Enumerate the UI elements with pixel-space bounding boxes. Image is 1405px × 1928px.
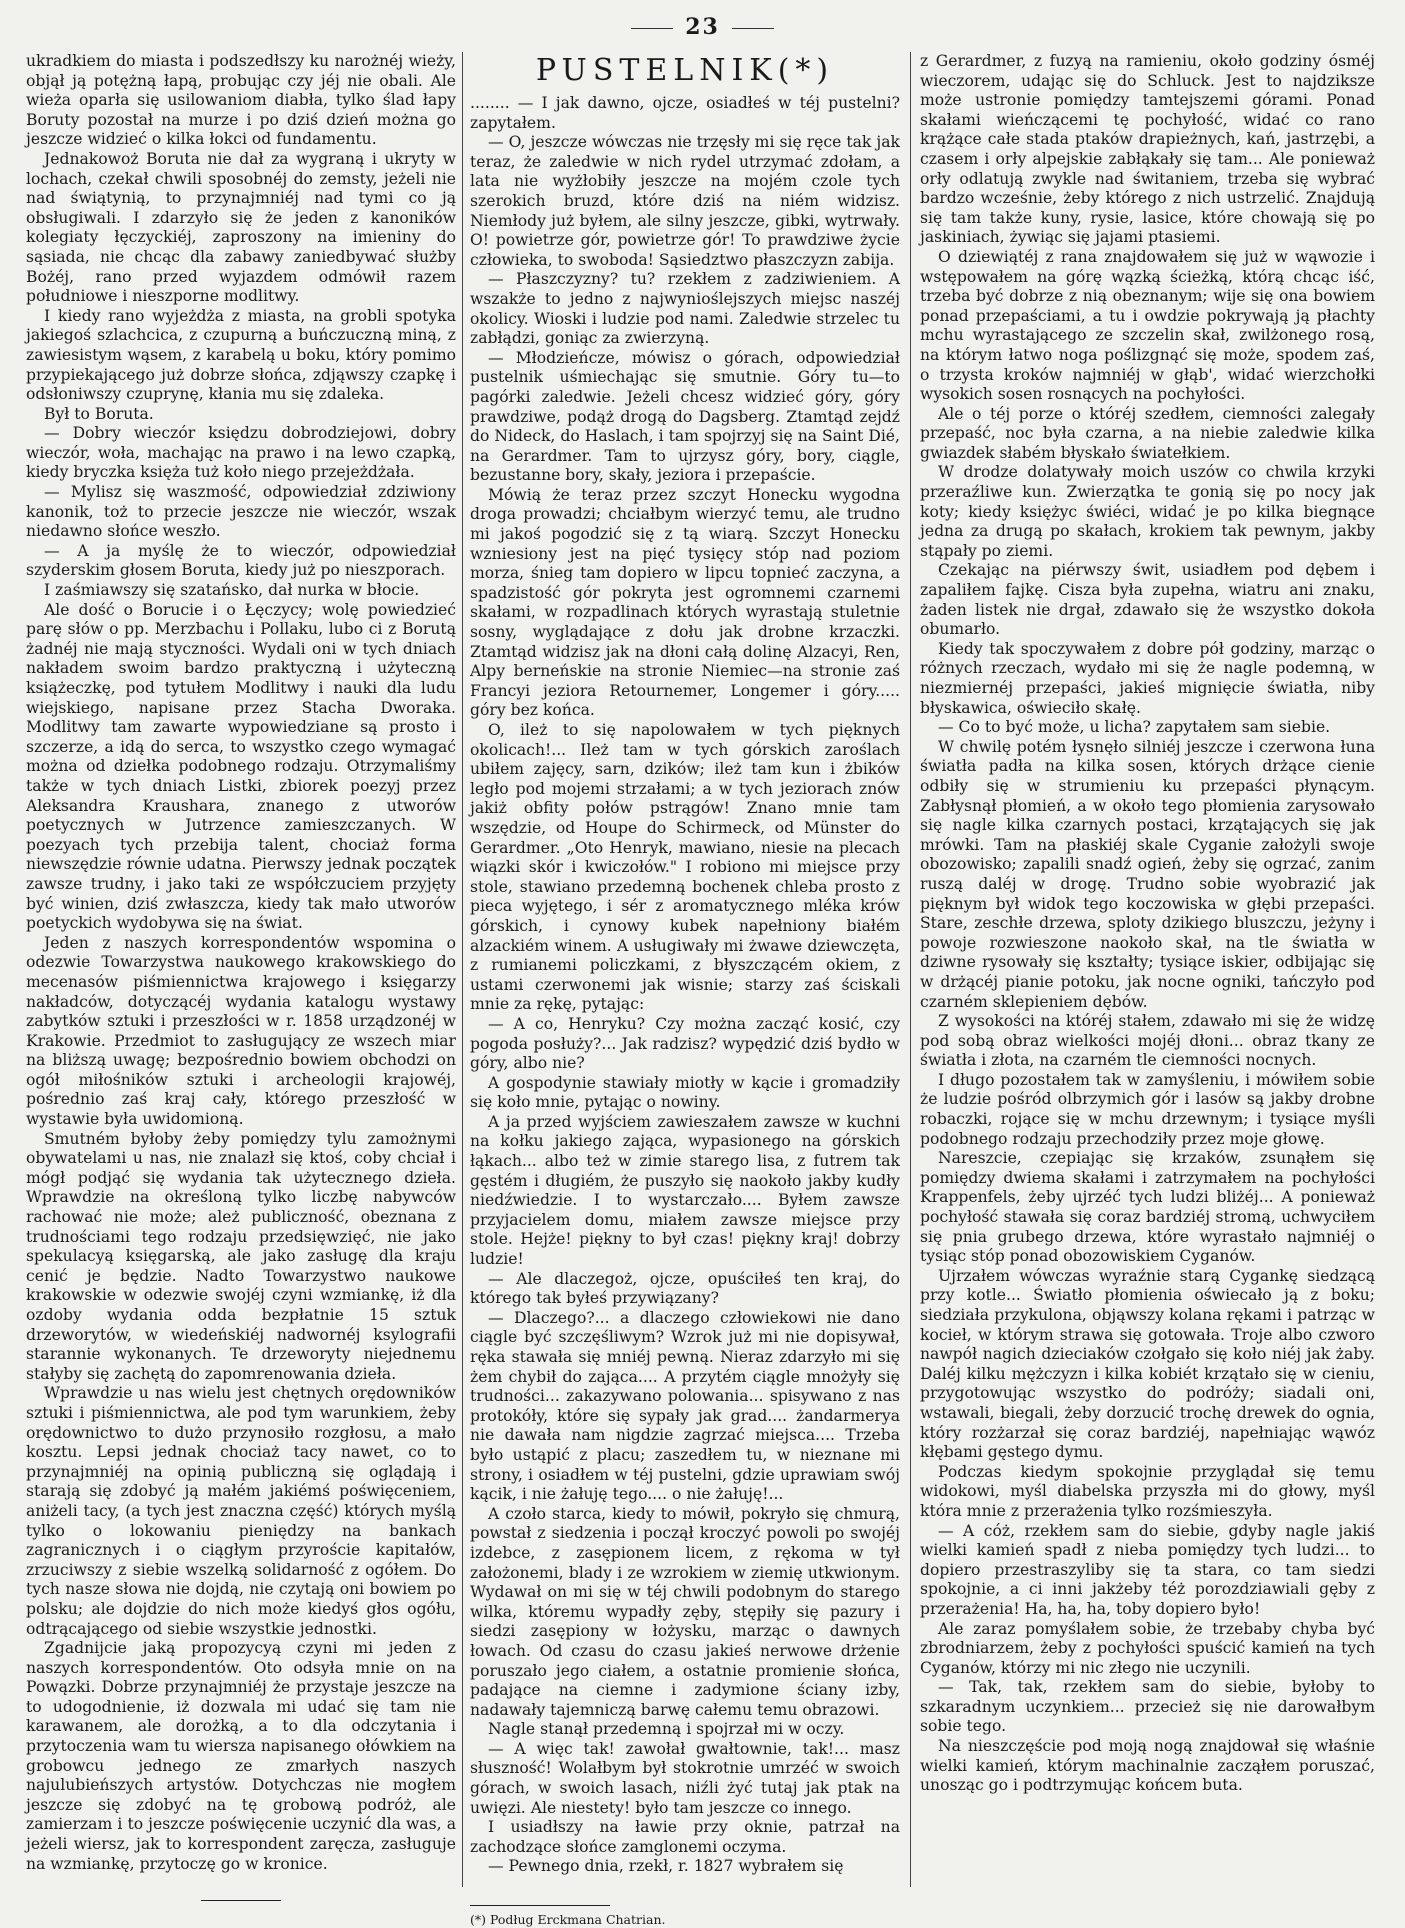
- paragraph: Z wysokości na któréj stałem, zdawało mi się że widzę pod sobą obraz wielkości mojéj dłoni... obraz tkany ze światła i złota, na czarném tle ciemności nocnych.: [920, 1012, 1375, 1070]
- paragraph: Mówią że teraz przez szczyt Honecku wygodna droga prowadzi; chciałbym wierzyć temu, ale trudno mi jakoś pogodzić się z tą wiarą. Szczyt Honecku wzniesiony jest na pięć tysięcy stóp nad poziom morza, śnieg tam dopiero w lipcu topnieć zaczyna, a spadzistość gór pokryta jest ogromnemi czarnemi skałami, w rozpadlinach których wyrastają stuletnie sosny, wyglądające z dołu jak drobne krzaczki. Ztamtąd widzisz jak na dłoni całą dolinę Alzacyi, Ren, Alpy berneńskie na stronie Niemiec—na stronie zaś Francyi jeziora Retournemer, Longemer i góry..... góry bez końca.: [470, 485, 900, 720]
- paragraph: Ale o téj porze o któréj szedłem, ciemności zalegały przepaść, noc była czarna, a na niebie zaledwie kilka gwiazdek słabém błyskało światełkiem.: [920, 404, 1375, 462]
- paragraph: Nagle stanął przedemną i spojrzał mi w oczy.: [488, 1720, 845, 1739]
- article-title: PUSTELNIK(*): [535, 53, 835, 88]
- paragraph: A czoło starca, kiedy to mówił, pokryło się chmurą, powstał z siedzenia i począł kroczyć powoli po swojéj izdebce, z zasępionem licem, z rękoma w tył założonemi, blady i ze wzrokiem w ziemię utkwionym. Wydawał on mi się w téj chwili podobnym do starego wilka, któremu wypadły zęby, stępiły się pazury i siedzi zasępiony w łożysku, marząc o dawnych łowach. Od czasu do czasu jakieś nerwowe drżenie poruszało jego ciałem, a ostatnie promienie słońca, padające na ciemne i zadymione ściany izby, nadawały tajemniczą barwę całemu temu obrazowi.: [470, 1504, 900, 1719]
- paragraph: W chwilę potém łysnęło silniéj jeszcze i czerwona łuna światła padła na kilka sosen, których drżące cienie odbiły się w strumieniu ku przepaści płynącym. Zabłysnął płomień, a w około tego płomienia zarysowało się nagle kilka czarnych postaci, krzątających się jak mrówki. Tam na płaskiéj skale Cyganie założyli swoje obozowisko; zapalili snadź ogień, żeby się ogrzać, zanim ruszą daléj w drogę. Trudno sobie wyobrazić jak pięknym był widok tego koczowiska w głębi przepaści. Stare, zeschłe drzewa, sploty dzikiego bluszczu, jeżyny i powoje rozwieszone naokoło skał, na tle światła w dziwne rysowały się kształty; tysiące iskier, odbijając się w drżącéj pianie potoku, jak nocne ogniki, tańczyło pod czarném sklepieniem dębów.: [920, 737, 1375, 1011]
- footnote-rule: [470, 1905, 610, 1906]
- paragraph: ukradkiem do miasta i podszedłszy ku narożnéj wieży, objął ją potężną łapą, probując czy jéj nie obali. Ale wieża oparła się usilowaniom diabła, tylko ślad łapy Boruty pozostał na murze i po dziś dzień można go jeszcze widzieć o kilka łokci od fundamentu.: [26, 52, 456, 149]
- paragraph: — Młodzieńcze, mówisz o górach, odpowiedział pustelnik uśmiechając się smutnie. Góry tu—to pagórki zaledwie. Jeżeli chcesz widzieć góry, góry prawdziwe, podąż drogą do Dagsberg. Ztamtąd zejdź do Nideck, do Haslach, i tam spojrzyj się na Saint Dié, na Gerardmer. Tam to ujrzysz góry, bory, ciągle, bezustanne bory, skały, jeziora i przepaście.: [470, 348, 900, 485]
- paragraph: Ale dość o Borucie i o Łęczycy; wolę powiedzieć parę słów o pp. Merzbachu i Pollaku, lubo ci z Borutą żadnéj nie mają styczności. Wydali oni w tych dniach nakładem swoim bardzo praktyczną i użyteczną książeczkę, pod tytułem Modlitwy i nauki dla ludu wiejskiego, napisane przez Stacha Dworaka. Modlitwy tam zawarte wypowiedziane są prosto i szczerze, a idą do serca, to wszystko czego wymagać można od dziełka podobnego rodzaju. Otrzymaliśmy także w tych dniach Listki, zbiorek poezyj przez Aleksandra Kraushara, znanego z utworów poetycznych w Jutrzence zamieszczanych. W poezyach tych przebija talent, chociaż forma niewszędzie równie udatna. Pierwszy jednak początek zawsze trudny, i jako taki ze współczuciem przyjęty być winien, dziś zwłaszcza, kiedy tak mało utworów poetyckich wydobywa się na świat.: [26, 600, 456, 933]
- paragraph: — Ale dlaczegoż, ojcze, opuściłeś ten kraj, do którego tak byłeś przywiązany?: [470, 1269, 900, 1308]
- paragraph: I usiadłszy na ławie przy oknie, patrzał na zachodzące słońce zamglonemi oczyma.: [470, 1818, 900, 1856]
- paragraph: — A ja myślę że to wieczór, odpowiedział szyderskim głosem Boruta, kiedy już po nieszporach.: [26, 541, 456, 580]
- paragraph: Ujrzałem wówczas wyraźnie starą Cygankę siedzącą przy kotle... Światło płomienia oświecało ją z boku; siedziała przykulona, objąwszy kolana rękami i patrząc w kocieł, w którym strawa się gotowała. Troje albo czworo nawpół nagich dzieciaków czołgało się koło niéj jak żaby. Daléj kilku mężczyzn i kilka kobiét krzątało się w cieniu, przygotowując wszystko do podróży; siadali oni, wstawali, biegali, żeby dorzucić trochę drewek do ognia, który rozżarzał się coraz bardziéj, napełniając wąwóz kłębami gęstego dymu.: [920, 1266, 1375, 1462]
- column-middle: [470, 52, 900, 1928]
- paragraph: — Tak, tak, rzekłem sam do siebie, byłoby to szkaradnym uczynkiem... przecież się nie darowałbym sobie tego.: [920, 1678, 1375, 1736]
- paragraph: z Gerardmer, z fuzyą na ramieniu, około godziny ósméj wieczorem, udając się do Schluck. Jest to najdziksze może ustronie pomiędzy tamtejszemi górami. Ponad skałami wieńczącemi tę pochyłość, widać co rano krążące całe stada ptaków drapieżnych, kań, jastrzębi, a czasem i orły alpejskie zabłąkały się tam... Ale ponieważ orły odlatują zwykle nad świtaniem, trzeba się wybrać bardzo wcześnie, żeby którego z nich ustrzelić. Znajdują się tam także kuny, rysie, lasice, które chowają się po jaskiniach, żywiąc się jajami ptasiemi.: [920, 52, 1375, 247]
- paragraph: — Dlaczego?... a dlaczego człowiekowi nie dano ciągle być szczęśliwym? Wzrok już mi nie dopisywał, ręka stawała się mniéj pewną. Nieraz zdarzyło mi się żem chybił do zająca.... A przytém ciągle mnożyły się trudności... zakazywano polowania... spisywano z nas protokóły, które się sypały jak grad.... żandarmerya nie dawała nam nigdzie zagrzać miejsca.... Trzeba było ustąpić z placu; zaszedłem tu, w nieznane mi strony, i osiadłem w téj pustelni, gdzie uprawiam swój kącik, i nie żałuję tego.... o nie żałuję!...: [470, 1308, 900, 1504]
- paragraph: — Mylisz się waszmość, odpowiedział zdziwiony kanonik, toż to przecie jeszcze nie wieczór, wszak niedawno słońce weszło.: [26, 483, 456, 541]
- column-right: [920, 52, 1375, 1887]
- paragraph: Podczas kiedym spokojnie przyglądał się temu widokowi, myśl diabelska przyszła mi do głowy, myśl która mnie z przerażenia tylko rozśmieszyła.: [920, 1462, 1375, 1520]
- paragraph: W drodze dolatywały moich uszów co chwila krzyki przeraźliwe kun. Zwierzątka te gonią się po nocy jak koty; kiedy księżyc świéci, widać je po kilka biegnące jedna za drugą po skałach, krokiem tak pewnym, jakby stąpały po ziemi.: [920, 463, 1375, 560]
- section-end-rule: [201, 1900, 281, 1901]
- paragraph: — O, jeszcze wówczas nie trzęsły mi się ręce tak jak teraz, że zaledwie w nich rydel utrzymać zdołam, a lata nie wyżłobiły jeszcze na mojém czole tych szerokich bruzd, które dziś na niém widzisz. Niemłody już byłem, ale silny jeszcze, gibki, wytrwały. O! powietrze gór, powietrze gór! To prawdziwe życie człowieka, to swoboda! Sąsiedztwo płaszczyzn zabija.: [470, 133, 900, 269]
- paragraph: Wprawdzie u nas wielu jest chętnych orędowników sztuki i piśmiennictwa, ale pod tym warunkiem, żeby orędownictwo to dużo przynosiło rozgłosu, a mało kosztu. Lepsi jednak chociaż tacy nawet, co to przynajmniéj na opinią publiczną się oglądają i starają się zdobyć ją małém jakiémś poświęceniem, aniżeli tacy, (a tych jest znaczna część) których myślą tylko o lokowaniu pieniędzy na bankach zagranicznych i o ciągłym przyroście kapitałów, zrzuciwszy z siebie wszelką solidarność z ogółem. Do tych nasze słowa nie dojdą, nie czytają oni bowiem po polsku; ale dojdzie do nich może kiedyś głos ogółu, odtrącającego od siebie wszystkie jednostki.: [26, 1384, 456, 1638]
- paragraph: — Pewnego dnia, rzekł, r. 1827 wybrałem się: [488, 1857, 844, 1876]
- paragraph: — Co to być może, u licha? zapytałem sam siebie.: [938, 718, 1331, 737]
- paragraph: Zgadnijcie jaką propozycyą czyni mi jeden z naszych korrespondentów. Oto odsyła mnie on na Powązki. Dobrze przynajmniéj że przystaje jeszcze na to udogodnienie, iż dozwala mi udać się tam nie karawanem, ale dorożką, a to dla odczytania i przytoczenia wam tu wiersza napisanego ołówkiem na grobowcu jednego ze zmarłych naszych najulubieńszych artystów. Dotychczas nie mogłem jeszcze się zdobyć na tę grobową podróż, ale zamierzam i to jeszcze poświęcenie uczynić dla was, a jeżeli wiersz, jak to korrespondent zaręcza, zasługuje na wzmiankę, przytoczę go w kronice.: [26, 1639, 456, 1873]
- paragraph: — A cóż, rzekłem sam do siebie, gdyby nagle jakiś wielki kamień spadł z nieba pomiędzy tych ludzi... to dopiero przestraszyliby się ta stara, co tam siedzi spokojnie, a ci inni jakżeby téż porozdziawiali gęby z przerażenia! Ha, ha, ha, toby dopiero było!: [920, 1521, 1375, 1618]
- paragraph: — A więc tak! zawołał gwałtownie, tak!... masz słuszność! Wolałbym był stokrotnie umrzéć w swoich górach, w swoich lasach, niźli żyć tutaj jak ptak na uwięzi. Ale niestety! było tam jeszcze co innego.: [470, 1739, 900, 1817]
- paragraph: Ale zaraz pomyślałem sobie, że trzebaby chyba być zbrodniarzem, żeby z pochyłości spuścić kamień na tych Cyganów, którzy mi nic złego nie uczynili.: [920, 1619, 1375, 1677]
- paragraph: I długo pozostałem tak w zamyśleniu, i mówiłem sobie że ludzie pośród olbrzymich gór i lasów są jakby drobne robaczki, rojące się w mchu drzewnym; i tysiące myśli podobnego rodzaju przechodziły przez moje głowę.: [920, 1070, 1375, 1148]
- paragraph: Kiedy tak spoczywałem z dobre pół godziny, marząc o różnych rzeczach, wydało mi się że nagle podemną, w niezmiernéj przepaści, jakieś mignięcie światła, niby błyskawica, oświeciło skałę.: [920, 639, 1375, 717]
- paragraph: A ja przed wyjściem zawieszałem zawsze w kuchni na kołku jakiego zająca, wypasionego na górskich łąkach... albo też w zimie starego lisa, z futrem tak gęstém i długiém, że puszyło się naokoło jakby kudły niedźwiedzie. I to wystarczało.... Byłem zawsze przyjacielem domu, miałem zawsze miejsce przy stole. Hejże! piękny to był czas! piękny kraj! dobrzy ludzie!: [470, 1112, 900, 1269]
- paragraph: Smutném byłoby żeby pomiędzy tylu zamożnymi obywatelami u nas, nie znalazł się ktoś, coby chciał i mógł podjąć się wydania tak użytecznego dzieła. Wprawdzie na określoną tylko liczbę nabywców rachować nie może; ależ publiczność, obeznana z trudnościami tego rodzaju przedsięwzięć, nie jako spekulacyą księgarską, ale jako zasługę dla kraju cenić je będzie. Nadto Towarzystwo naukowe krakowskie w odezwie swojéj czyni wzmiankę, iż dla ozdoby wydania odda bezpłatnie 15 sztuk drzeworytów, w wiedeńskiéj nadwornéj ksylografii starannie wykonanych. Te drzeworyty niejednemu stałyby się zachętą do zapomrenowania dzieła.: [26, 1129, 456, 1383]
- paragraph: Nareszcie, czepiając się krzaków, zsunąłem się pomiędzy dwiema skałami i zatrzymałem na pochyłości Krappenfels, żeby ujrzéć tych ludzi bliżéj... A ponieważ pochyłość stawała się coraz bardziéj stromą, uchwyciłem się pnia grubego drzewa, które wyrastało najmniéj o tysiąc stóp ponad obozowiskiem Cyganów.: [920, 1149, 1375, 1266]
- paragraph: O dziewiątéj z rana znajdowałem się już w wąwozie i wstępowałem na górę wązką ścieżką, którą chcąc iść, trzeba być dobrze z nią obeznanym; wije się ona bowiem ponad przepaściami, a tu i owdzie pokrywają ją płachty mchu wyrastającego ze szczelin skał, zwilżonego rosą, na którym łatwo noga poślizgnąć się może, spodem zaś, o trzysta kroków najmniéj w głąb', widać wierzchołki wysokich sosen rosnących na pochyłości.: [920, 247, 1375, 404]
- column-divider-left: [462, 52, 463, 1887]
- page-number: 23: [0, 14, 1405, 40]
- column-left: [26, 52, 456, 1887]
- paragraph: — Płaszczyzny? tu? rzekłem z zadziwieniem. A wszakże to jedno z najwynioślejszych miejsc naszéj okolicy. Wioski i ludzie pod nami. Zaledwie strzelec tu zabłądzi, goniąc za zwierzyną.: [470, 270, 900, 348]
- paragraph: I kiedy rano wyjeżdża z miasta, na grobli spotyka jakiegoś szlachcica, z czupurną a buńczuczną miną, z zawiesistym wąsem, z karabelą u boku, który pomimo przypiekającego już dobrze słońca, zdjąwszy czapkę i odsłoniwszy czuprynę, kłania mu się zdaleka.: [26, 306, 456, 404]
- paragraph: Jednakowoż Boruta nie dał za wygraną i ukryty w lochach, czekał chwili sposobnéj do zemsty, jeżeli nie nad świątynią, to przynajmniéj nad tymi co ją obsługiwali. I zdarzyło się że jeden z kanoników kolegiaty łęczyckiéj, zaproszony na imieniny do sąsiada, nie chcąc dla zabawy zaniedbywać służby Bożéj, rano przed wyjazdem odmówił razem południowe i nieszporne modlitwy.: [26, 149, 456, 306]
- paragraph: ........ — I jak dawno, ojcze, osiadłeś w téj pustelni? zapytałem.: [470, 94, 900, 132]
- paragraph: Był to Boruta.: [44, 404, 154, 423]
- column-divider-right: [910, 52, 911, 1887]
- paragraph: A gospodynie stawiały miotły w kącie i gromadziły się koło mnie, pytając o nowiny.: [470, 1073, 900, 1112]
- paragraph: I zaśmiawszy się szatańsko, dał nurka w błocie.: [44, 581, 420, 600]
- footnote: (*) Podług Erckmana Chatrian.: [470, 1912, 666, 1928]
- paragraph: O, ileż to się napolowałem w tych pięknych okolicach!... Ileż tam w tych górskich zaroślach ubiłem zajęcy, sarn, dzików; ileż tam kun i żbików legło pod mojemi strzałami; a w tych jeziorach znów jakiż obfity połów pstrągów! Znano mnie tam wszędzie, od Houpe do Schirmeck, od Münster do Gerardmer. „Oto Henryk, mawiano, niesie na plecach wiązki skór i kwiczołów." I robiono mi miejsce przy stole, stawiano przedemną bochenek chleba prosto z pieca wyjętego, i sér z aromatycznego mléka krów górskich, i cynowy kubek napełniony białém alzackiém winem. A usługiwały mi żwawe dziewczęta, z rumianemi policzkami, z błyszczącém okiem, z ustami czerwonemi jak wisnie; starzy zaś ściskali mnie za rękę, pytając:: [470, 721, 900, 1014]
- paragraph: — A co, Henryku? Czy można zacząć kosić, czy pogoda posłuży?... Jak radzisz? wypędzić dziś bydło w góry, albo nie?: [470, 1014, 900, 1073]
- paragraph: — Dobry wieczór księdzu dobrodziejowi, dobry wieczór, woła, machając na prawo i na lewo czapką, kiedy bryczka księża tuż koło niego przejeżdżała.: [26, 424, 456, 482]
- paragraph: Czekając na piérwszy świt, usiadłem pod dębem i zapaliłem fajkę. Cisza była zupełna, wiatru ani znaku, żaden listek nie drgał, zdawało się że wszystko dokoła obumarło.: [920, 561, 1375, 639]
- paragraph: Na nieszczęście pod moją nogą znajdował się właśnie wielki kamień, którym machinalnie zacząłem poruszać, unosząc go i podtrzymując końcem buta.: [920, 1737, 1375, 1795]
- paragraph: Jeden z naszych korrespondentów wspomina o odezwie Towarzystwa naukowego krakowskiego do mecenasów piśmiennictwa krajowego i księgarzy nakładców, dotyczącéj wydania katalogu wystawy zabytków sztuki i przeszłości w r. 1858 urządzonéj w Krakowie. Przedmiot to zasługujący ze wszech miar na bliższą uwagę; bezpośrednio bowiem obchodzi on ogół miłośników sztuki i archeologii krajowéj, pośrednio zaś kraj cały, którego przeszłość w wystawie była uwidomioną.: [26, 933, 456, 1129]
